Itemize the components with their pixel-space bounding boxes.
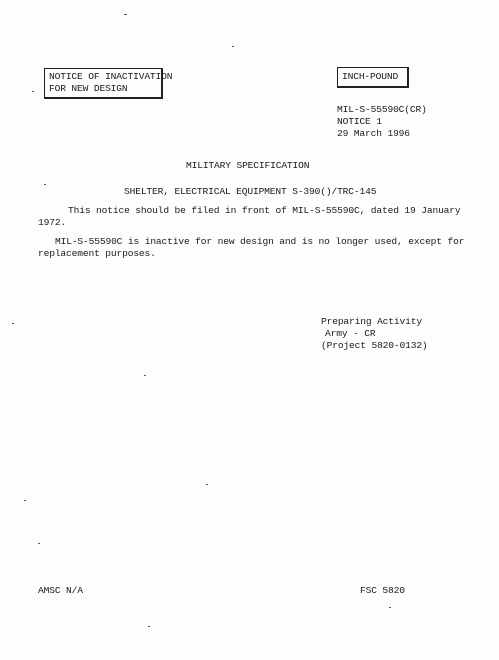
units-box [337, 67, 409, 88]
scan-speck [32, 91, 34, 92]
doc-number: MIL-S-55590C(CR) [337, 104, 427, 115]
units-label: INCH-POUND [342, 71, 399, 82]
notice-box-line2: FOR NEW DESIGN [49, 83, 128, 94]
scan-speck [389, 607, 391, 608]
notice-number: NOTICE 1 [337, 116, 382, 127]
fsc-code: FSC 5820 [360, 585, 405, 596]
scan-speck [12, 323, 14, 324]
project-number: (Project 5820-0132) [321, 340, 428, 351]
scan-speck [148, 626, 150, 627]
scan-speck [44, 184, 46, 185]
scan-speck [38, 543, 40, 544]
paragraph1-line2: 1972. [38, 217, 67, 228]
paragraph2-line2: replacement purposes. [38, 248, 156, 259]
spec-heading: MILITARY SPECIFICATION [186, 160, 310, 171]
scan-speck [24, 500, 26, 501]
scan-speck [124, 14, 127, 15]
scan-speck [144, 375, 146, 376]
notice-date: 29 March 1996 [337, 128, 410, 139]
paragraph1-line1: This notice should be filed in front of MIL-S-55590C, dated 19 January [68, 205, 461, 216]
scan-speck [232, 46, 234, 47]
paragraph2-line1: MIL-S-55590C is inactive for new design and is no longer used, except for [55, 236, 465, 247]
scan-speck [206, 484, 208, 485]
spec-subject: SHELTER, ELECTRICAL EQUIPMENT S-390()/TRC-145 [124, 186, 377, 197]
notice-box-line1: NOTICE OF INACTIVATION [49, 71, 173, 82]
preparing-activity-label: Preparing Activity [321, 316, 422, 327]
inactivation-notice-box [44, 68, 173, 99]
preparing-activity-org: Army - CR [325, 328, 376, 339]
amsc-code: AMSC N/A [38, 585, 83, 596]
